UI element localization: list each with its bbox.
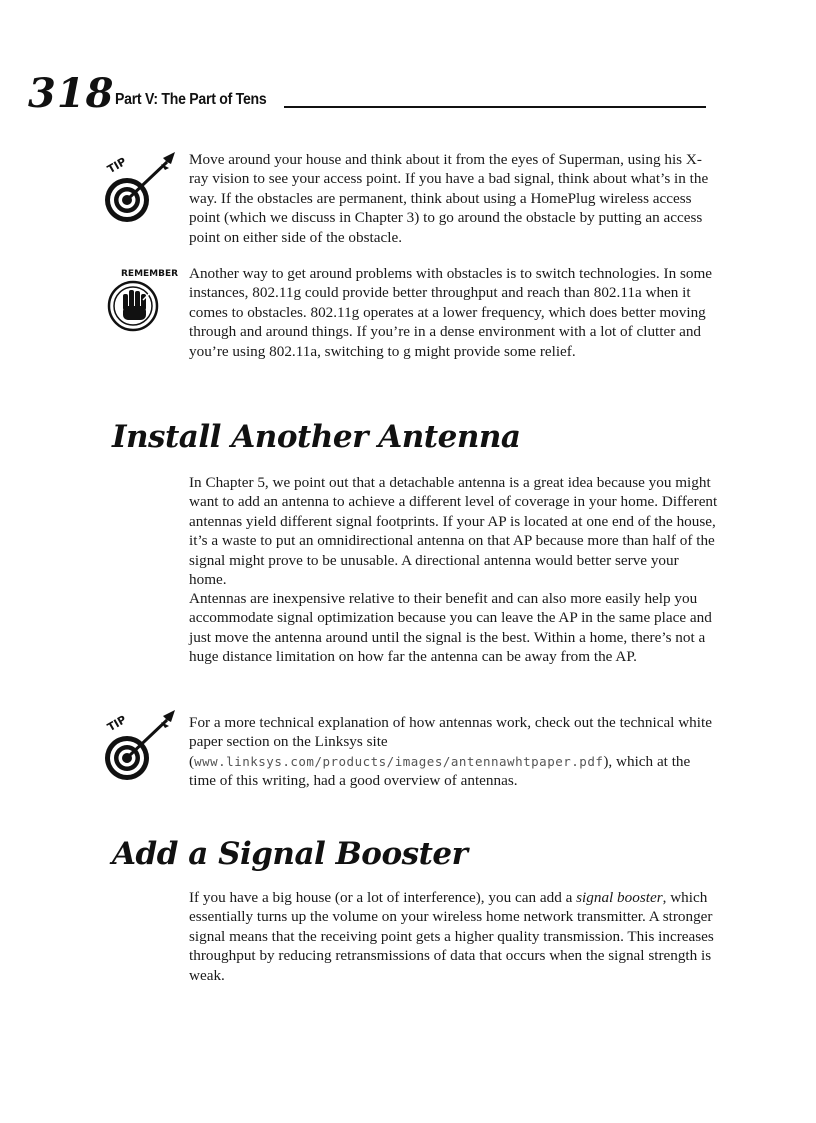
tip2-text-after: ), which at the time of this writing, had a good overview of antennas. [189, 752, 691, 790]
tip2-text-before: For a more technical explanation of how antennas work, check out the technical white paper section on the Linksys site ( [189, 714, 712, 770]
antenna-paragraph-2 [189, 589, 719, 667]
booster-text [189, 888, 719, 985]
page-number: 318 [28, 70, 115, 117]
remember-hand-icon [99, 256, 181, 336]
tip-target-icon [101, 150, 181, 230]
tip-paragraph-obstacles [189, 150, 719, 247]
antenna-text-2: Antennas are inexpensive relative to their benefit and can also more easily help you accommodate signal optimization because you can leave the AP in the same place and just move the antenna around until the signal is the best. Within a home, there’s not a huge distance limitation on how far the antenna can be away from the AP. [189, 590, 712, 666]
tip-paragraph-antennas [189, 713, 719, 791]
signal-booster-term: signal booster [576, 889, 663, 906]
part-title: Part V: The Part of Tens [115, 91, 267, 108]
tip-target-icon [101, 708, 181, 788]
section-heading-install-antenna: Install Another Antenna [112, 419, 521, 455]
running-header [0, 70, 816, 120]
header-rule [284, 106, 706, 108]
tip-icon-label: TIP [105, 712, 129, 735]
remember-icon-label: REMEMBER [121, 269, 179, 279]
tip-icon-label: TIP [105, 154, 129, 177]
remember-paragraph-technologies [189, 264, 719, 361]
remember-text: Another way to get around problems with obstacles is to switch technologies. In some instances, 802.11g could provide better throughput and reach than 802.11a when it comes to obstacles. 802.11g operates at a lower frequency, which does better moving through and around things. If you’re in a dense environment with a lot of clutter and you’re using 802.11a, switching to g might provide some relief. [189, 265, 713, 360]
tip-text: Move around your house and think about it from the eyes of Superman, using his X-ray vision to see your access point. If you have a bad signal, think about what’s in the way. If the obstacles are permanent, think about using a HomePlug wireless access point (which we discuss in Chapter 3) to go around the obstacle by putting an access point on either side of the obstacle. [189, 151, 709, 246]
booster-paragraph [189, 888, 719, 985]
booster-text-after: , which essentially turns up the volume on your wireless home network transmitter. A stronger signal means that the receiving point gets a higher quality transmission. This increases throughput by reducing retransmissions of data that occurs when the signal strength is weak. [189, 889, 714, 984]
linksys-url-link[interactable]: www.linksys.com/products/images/antennawhtpaper.pdf [194, 753, 604, 769]
tip2-text [189, 713, 719, 791]
antenna-paragraph-1 [189, 473, 719, 589]
section-heading-signal-booster: Add a Signal Booster [112, 836, 468, 872]
booster-text-before: If you have a big house (or a lot of interference), you can add a [189, 889, 577, 906]
antenna-text-1: In Chapter 5, we point out that a detachable antenna is a great idea because you might want to add an antenna to achieve a different level of coverage in your home. Different antennas yield different signal footprints. If your AP is located at one end of the house, it’s a waste to put an omnidirectional antenna on that AP because more than half of the signal might prove to be unusable. A directional antenna would better serve your home. [189, 474, 718, 589]
